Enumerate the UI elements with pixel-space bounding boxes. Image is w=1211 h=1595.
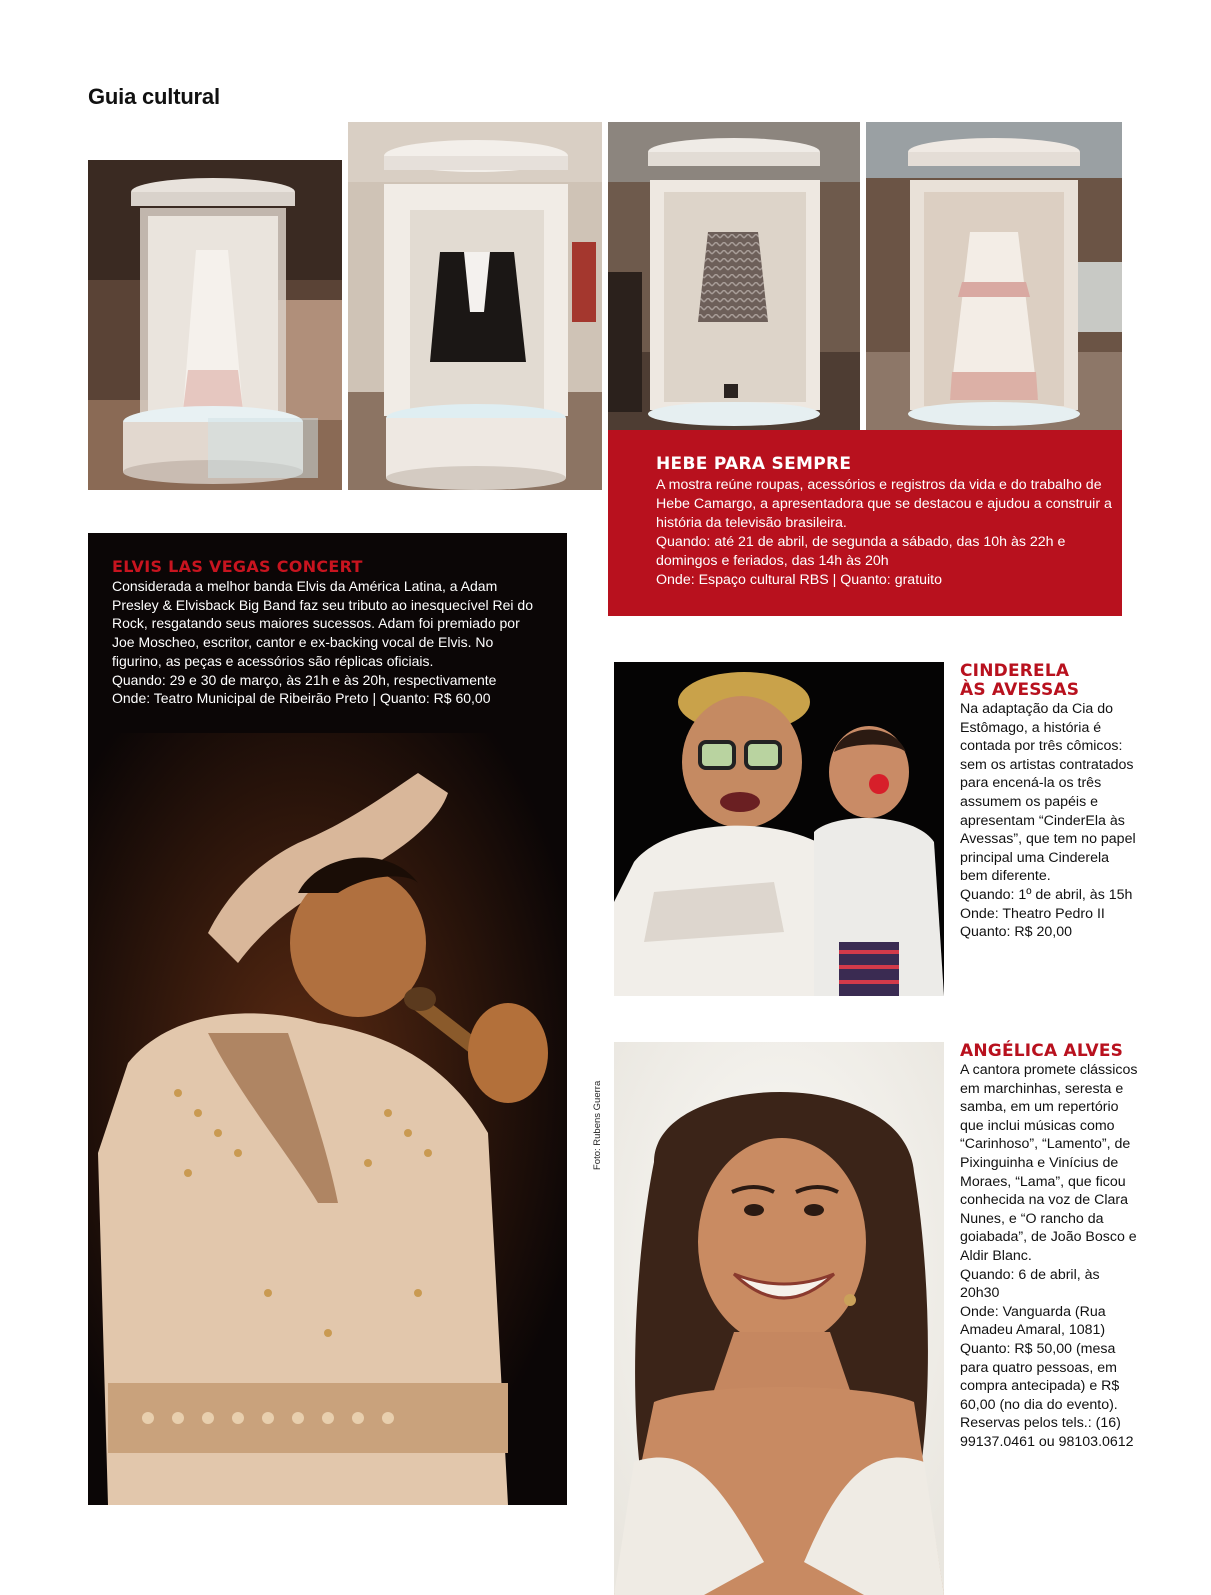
cinderela-price: Quanto: R$ 20,00 (960, 924, 1073, 941)
angelica-where: Onde: Vanguarda (Rua Amadeu Amaral, 1081) (960, 1303, 1106, 1339)
hebe-when: Quando: até 21 de abril, de segunda a sábado, das 10h às 22h e domingos e feriados, das 14h às 20h (656, 534, 1066, 569)
elvis-title: ELVIS LAS VEGAS CONCERT (112, 557, 363, 576)
hebe-info-box (608, 430, 1122, 616)
section-title: Guia cultural (88, 84, 220, 109)
cinderela-title-line2: ÀS AVESSAS (960, 680, 1080, 700)
elvis-description: Considerada a melhor banda Elvis da América Latina, a Adam Presley & Elvisback Big Band faz seu tributo ao inesquecível Rei do Rock, resgatando seus maiores sucessos. Adam foi premiado por Joe Moscheo, escritor, cantor e ex-backing vocal de Elvis. No figurino, as peças e acessórios são réplicas oficiais. (112, 578, 534, 669)
photo-cinderela-clowns (614, 662, 944, 996)
photo-tuxedo-showcase (348, 122, 602, 490)
hebe-where: Onde: Espaço cultural RBS | Quanto: gratuito (656, 572, 943, 588)
photo-elvis-performer (88, 733, 567, 1505)
angelica-price: Quanto: R$ 50,00 (mesa para quatro pessoas, em compra antecipada) e R$ 60,00 (no dia do evento). Reservas pelos tels.: (16) 99137.0461 ou 98103.0612 (960, 1340, 1134, 1450)
elvis-article (88, 533, 567, 1505)
elvis-when: Quando: 29 e 30 de março, às 21h e às 20h, respectivamente (112, 671, 497, 688)
photo-lace-dress-showcase (866, 122, 1122, 430)
photo-angelica-alves (614, 1042, 944, 1595)
cinderela-when: Quando: 1º de abril, às 15h (960, 886, 1133, 903)
angelica-article (960, 1042, 1138, 1451)
elvis-where: Onde: Teatro Municipal de Ribeirão Preto | Quanto: R$ 60,00 (112, 690, 491, 707)
cinderela-where: Onde: Theatro Pedro II (960, 905, 1105, 922)
hebe-title: HEBE PARA SEMPRE (656, 454, 852, 474)
angelica-title: ANGÉLICA ALVES (960, 1041, 1124, 1061)
hebe-description: A mostra reúne roupas, acessórios e registros da vida e do trabalho de Hebe Camargo, a apresentadora que se destacou e ajudou a construir a história da televisão brasileira. (656, 477, 1112, 531)
angelica-description: A cantora promete clássicos em marchinhas, seresta e samba, em um repertório que inclui músicas como “Carinhoso”, “Lamento”, de Pixinguinha e Vinícius de Moraes, “Lama”, que ficou conhecida na voz de Clara Nunes, e “O rancho da goiabada”, de João Bosco e Aldir Blanc. (960, 1062, 1138, 1264)
cinderela-description: Na adaptação da Cia do Estômago, a história é contada por três cômicos: sem os artistas contratados para encená-la os três assumem os papéis e apresentam “CinderEla às Avessas”, que tem no papel principal uma Cinderela bem diferente. (960, 701, 1136, 885)
angelica-when: Quando: 6 de abril, às 20h30 (960, 1266, 1100, 1302)
cinderela-article (960, 662, 1138, 942)
photo-white-dress-showcase (88, 160, 342, 490)
cinderela-title-line1: CINDERELA (960, 661, 1070, 681)
photo-patterned-dress-showcase (608, 122, 860, 430)
photo-credit: Foto: Rubens Guerra (592, 1080, 603, 1170)
